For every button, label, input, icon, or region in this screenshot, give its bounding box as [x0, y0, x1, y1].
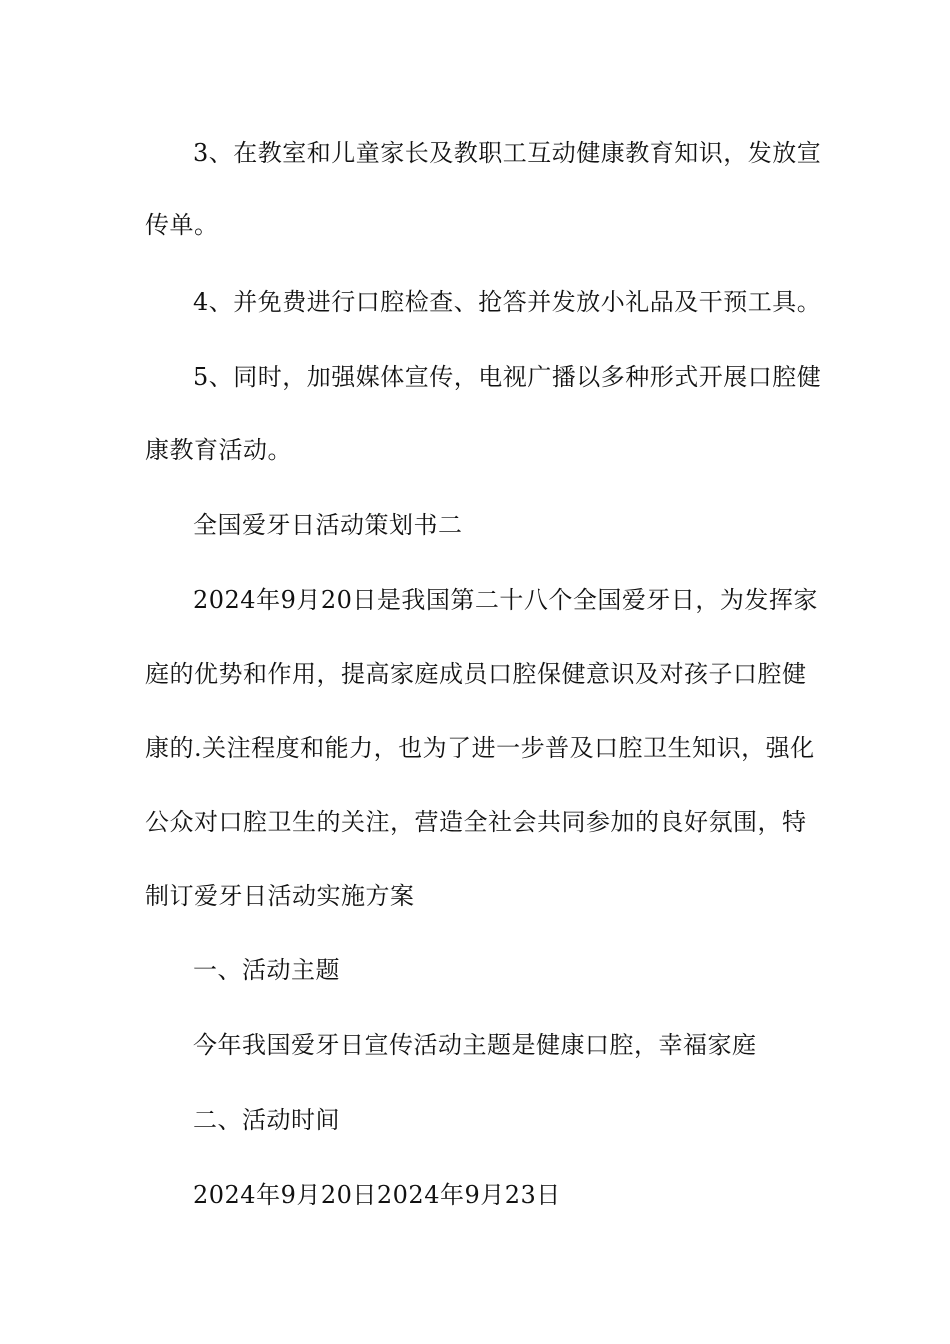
section-heading-time: 二、活动时间	[193, 1106, 340, 1134]
section-heading-theme: 一、活动主题	[193, 956, 340, 984]
paragraph-line-item-3: 3、在教室和儿童家长及教职工互动健康教育知识，发放宣	[193, 139, 822, 167]
paragraph-line-intro-2: 庭的优势和作用，提高家庭成员口腔保健意识及对孩子口腔健	[145, 660, 807, 688]
paragraph-line-intro-4: 公众对口腔卫生的关注，营造全社会共同参加的良好氛围，特	[145, 808, 807, 836]
paragraph-line-time: 2024年9月20日2024年9月23日	[193, 1181, 561, 1209]
paragraph-line-item-5-cont: 康教育活动。	[145, 436, 292, 464]
paragraph-line-intro-3: 康的.关注程度和能力，也为了进一步普及口腔卫生知识，强化	[145, 734, 815, 762]
paragraph-line-item-3-cont: 传单。	[145, 211, 219, 239]
paragraph-line-item-5: 5、同时，加强媒体宣传，电视广播以多种形式开展口腔健	[193, 363, 822, 391]
paragraph-line-item-4: 4、并免费进行口腔检查、抢答并发放小礼品及干预工具。	[193, 288, 822, 316]
paragraph-line-intro-5: 制订爱牙日活动实施方案	[145, 882, 415, 910]
paragraph-line-theme: 今年我国爱牙日宣传活动主题是健康口腔，幸福家庭	[193, 1031, 757, 1059]
paragraph-line-intro-1: 2024年9月20日是我国第二十八个全国爱牙日，为发挥家	[193, 586, 818, 614]
section-heading-plan-two: 全国爱牙日活动策划书二	[193, 511, 463, 539]
